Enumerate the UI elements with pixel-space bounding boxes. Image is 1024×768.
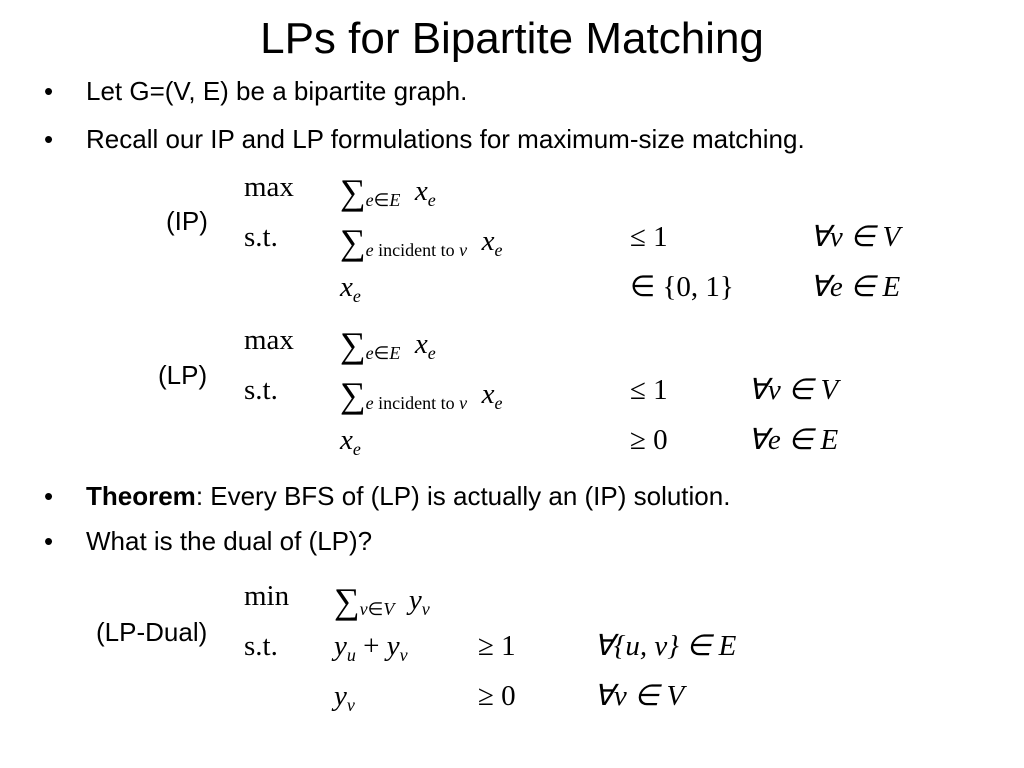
dual-constraint-rel: ≥ 1 [478,630,516,662]
lp-constraint-sum: $\sum_{e incident to v}$ $x_e$ [340,375,503,415]
lp-max: max [244,324,294,356]
dual-constraint-quant: ∀{u, v} ∈ E [594,630,737,662]
dual-st: s.t. [244,630,278,662]
bullet-text [86,481,730,512]
lp-objective: $\sum_{e\in E}$ $x_e$ [340,325,436,365]
ip-var: $x_e$ [340,271,361,306]
bullet-marker: • [44,526,54,556]
ip-constraint-sum: $\sum_{e incident to v}$ $x_e$ [340,222,503,262]
dual-domain-quant: ∀v ∈ V [594,680,685,712]
lp-label: (LP) [158,360,208,390]
dual-constraint-lhs: $y_u + y_v$ [334,630,408,665]
bullet-marker: • [44,124,54,154]
bullet-text: Let G=(V, E) be a bipartite graph. [86,76,468,106]
dual-objective: $\sum_{v\in V}$ $y_v$ [334,581,430,621]
ip-objective: $\sum_{e\in E}$ $x_e$ [340,172,436,212]
dual-label: (LP-Dual) [96,617,208,647]
lp-constraint-quant: ∀v ∈ V [748,374,839,406]
lp-constraint-rel: ≤ 1 [630,374,668,406]
ip-domain-rel: ∈ {0, 1} [630,271,734,303]
slide-title: LPs for Bipartite Matching [260,14,764,63]
ip-label: (IP) [166,206,208,236]
ip-constraint-quant: ∀v ∈ V [810,221,901,253]
bullet-text: What is the dual of (LP)? [86,526,373,556]
dual-domain-rel: ≥ 0 [478,680,516,712]
dual-min: min [244,580,290,612]
bullet-text: Recall our IP and LP formulations for maximum-size matching. [86,124,805,154]
ip-max: max [244,171,294,203]
theorem-text: : Every BFS of (LP) is actually an (IP) solution. [195,481,731,511]
ip-constraint-rel: ≤ 1 [630,221,668,253]
bullet-marker: • [44,481,54,511]
lp-domain-rel: ≥ 0 [630,424,668,456]
theorem-label: Theorem [86,481,196,511]
lp-st: s.t. [244,374,278,406]
ip-domain-quant: ∀e ∈ E [810,271,901,303]
ip-st: s.t. [244,221,278,253]
dual-var: $y_v$ [334,680,355,715]
lp-domain-quant: ∀e ∈ E [748,424,839,456]
bullet-marker: • [44,76,54,106]
lp-var: $x_e$ [340,424,361,459]
